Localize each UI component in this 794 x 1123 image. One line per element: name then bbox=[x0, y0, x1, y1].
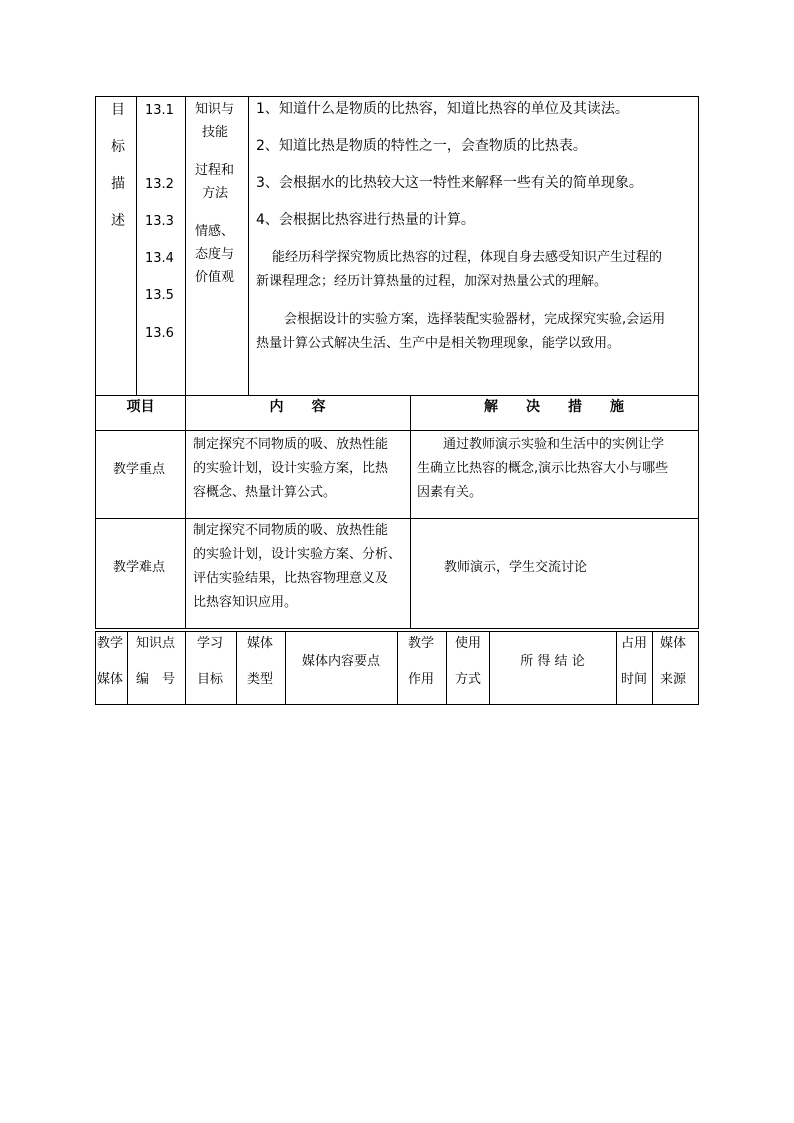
objective-code: 13.2 bbox=[145, 177, 174, 192]
objective-code: 13.4 bbox=[145, 251, 174, 266]
measure-line: 教师演示，学生交流讨论 bbox=[444, 560, 588, 575]
media-header: 作用 bbox=[408, 672, 435, 687]
measure-line: 通过教师演示实验和生活中的实例让学 bbox=[443, 437, 665, 452]
dimension-label: 过程和 bbox=[195, 163, 235, 178]
dimension-label: 价值观 bbox=[195, 270, 235, 285]
media-header: 教学 bbox=[408, 636, 435, 651]
row-label-key-points: 教学重点 bbox=[113, 462, 166, 477]
header-item: 项目 bbox=[126, 399, 155, 415]
header-measures: 解 决 措 施 bbox=[484, 399, 624, 415]
dimension-label: 技能 bbox=[202, 125, 229, 140]
media-header: 目标 bbox=[197, 672, 224, 687]
objective-code: 13.1 bbox=[145, 103, 174, 118]
header-content: 内 容 bbox=[269, 399, 326, 415]
media-header: 编 号 bbox=[136, 672, 176, 687]
media-header: 时间 bbox=[621, 672, 648, 687]
objectives-side-char: 述 bbox=[111, 213, 125, 229]
media-header: 媒体 bbox=[97, 672, 124, 687]
content-line: 制定探究不同物质的吸、放热性能 bbox=[193, 523, 389, 538]
dimension-label: 知识与 bbox=[195, 102, 235, 117]
knowledge-item: 4、会根据比热容进行热量的计算。 bbox=[256, 212, 475, 228]
knowledge-item: 2、知道比热是物质的特性之一，会查物质的比热表。 bbox=[256, 138, 587, 154]
media-header: 媒体内容要点 bbox=[301, 654, 380, 669]
media-header: 所 得 结 论 bbox=[520, 654, 585, 669]
content-line: 比热容知识应用。 bbox=[193, 595, 298, 610]
content-line: 的实验计划，设计实验方案，比热 bbox=[193, 461, 389, 476]
dimension-label: 情感、 bbox=[195, 224, 235, 239]
content-line: 的实验计划，设计实验方案、分析、 bbox=[193, 547, 402, 562]
dimension-label: 方法 bbox=[202, 186, 229, 201]
objectives-side-char: 目 bbox=[111, 102, 125, 118]
row-label-difficulties: 教学难点 bbox=[113, 560, 166, 575]
media-header: 方式 bbox=[455, 672, 482, 687]
process-objective-line: 能经历科学探究物质比热容的过程，体现自身去感受知识产生过程的 bbox=[272, 250, 663, 265]
measure-line: 因素有关。 bbox=[417, 485, 483, 500]
media-header: 教学 bbox=[97, 636, 124, 651]
media-header: 类型 bbox=[247, 672, 274, 687]
media-header: 使用 bbox=[455, 636, 482, 651]
content-line: 容概念、热量计算公式。 bbox=[193, 485, 337, 500]
media-header: 知识点 bbox=[136, 636, 176, 651]
media-header: 媒体 bbox=[247, 636, 274, 651]
process-objective-line: 新课程理念；经历计算热量的过程，加深对热量公式的理解。 bbox=[256, 274, 608, 289]
key-points-content bbox=[186, 431, 410, 518]
measure-line: 生确立比热容的概念,演示比热容大小与哪些 bbox=[417, 461, 669, 476]
content-line: 评估实验结果，比热容物理意义及 bbox=[193, 571, 389, 586]
media-header: 来源 bbox=[660, 672, 687, 687]
media-header: 学习 bbox=[197, 636, 224, 651]
knowledge-item: 3、会根据水的比热较大这一特性来解释一些有关的简单现象。 bbox=[256, 175, 643, 191]
objectives-side-char: 标 bbox=[111, 139, 125, 155]
objectives-side-char: 描 bbox=[111, 176, 125, 192]
objective-code: 13.5 bbox=[145, 288, 174, 303]
content-line: 制定探究不同物质的吸、放热性能 bbox=[193, 437, 389, 452]
media-header: 占用 bbox=[621, 636, 648, 651]
objective-code: 13.3 bbox=[145, 214, 174, 229]
emotion-objective-line: 会根据设计的实验方案，选择装配实验器材，完成探究实验,会运用 bbox=[284, 312, 666, 327]
dimension-label: 态度与 bbox=[195, 247, 235, 262]
emotion-objective-line: 热量计算公式解决生活、生产中是相关物理现象，能学以致用。 bbox=[256, 336, 621, 351]
objective-code: 13.6 bbox=[145, 326, 174, 341]
difficulties-content bbox=[186, 519, 410, 628]
knowledge-item: 1、知道什么是物质的比热容，知道比热容的单位及其读法。 bbox=[256, 101, 629, 117]
media-header: 媒体 bbox=[660, 636, 687, 651]
